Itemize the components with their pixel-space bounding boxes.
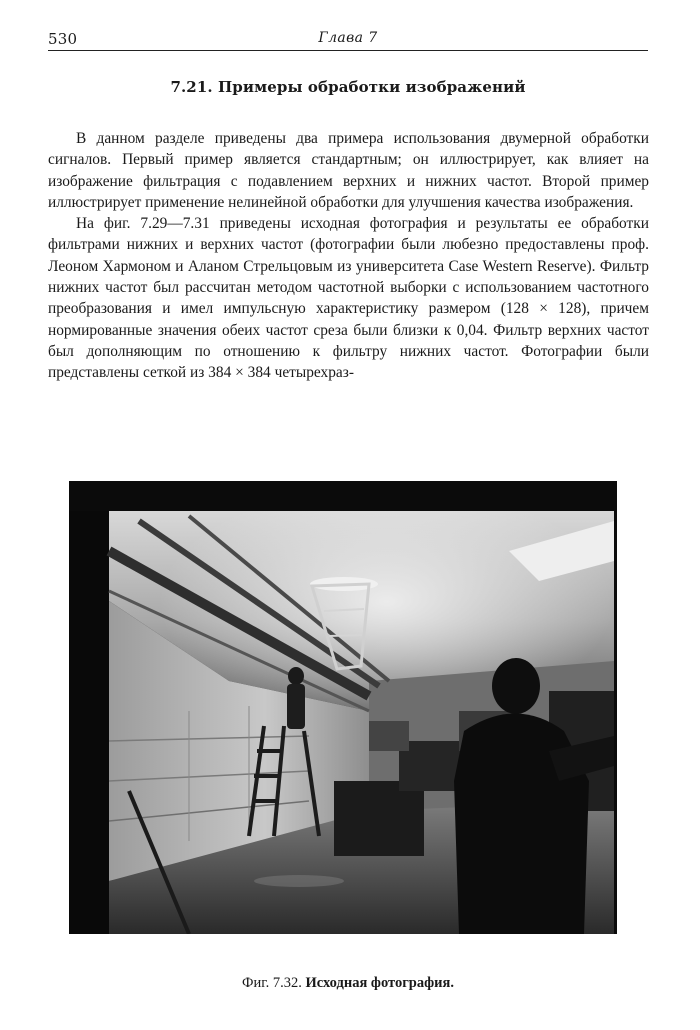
- running-head: [48, 28, 648, 52]
- paragraph: В данном разделе приведены два примера использования двумерной обработки сигналов. Первый пример является стандартным; он иллюстрирует, как влияет на изображение фильтрация с подавлением верхних и нижних частот. Второй пример иллюстрирует применение нелинейной обработки для улучшения качества изображения.: [48, 130, 649, 211]
- figure-caption: [48, 975, 648, 992]
- photograph-image: [69, 481, 617, 934]
- caption-text: Исходная фотография.: [305, 975, 454, 991]
- header-rule: [48, 50, 648, 51]
- chapter-label: Глава 7: [318, 30, 378, 46]
- body-text: [48, 128, 649, 384]
- paragraph: На фиг. 7.29—7.31 приведены исходная фотография и результаты ее обработки фильтрами нижних и верхних частот (фотографии были любезно предоставлены проф. Леоном Хармоном и Аланом Стрельцовым из университета Case Western Reserve). Фильтр нижних частот был рассчитан методом частотной выборки с использованием частотного преобразования и имел импульсную характеристику размером (128 × 128), причем нормированные значения обеих частот среза были близки к 0,04. Фильтр верхних частот был дополняющим по отношению к фильтру нижних частот. Фотографии были представлены сеткой из 384 × 384 четырехраз-: [48, 215, 649, 382]
- section-title: 7.21. Примеры обработки изображений: [170, 78, 526, 96]
- figure-photograph: [69, 481, 617, 934]
- page-number: 530: [48, 30, 78, 48]
- caption-label: Фиг. 7.32.: [242, 975, 302, 991]
